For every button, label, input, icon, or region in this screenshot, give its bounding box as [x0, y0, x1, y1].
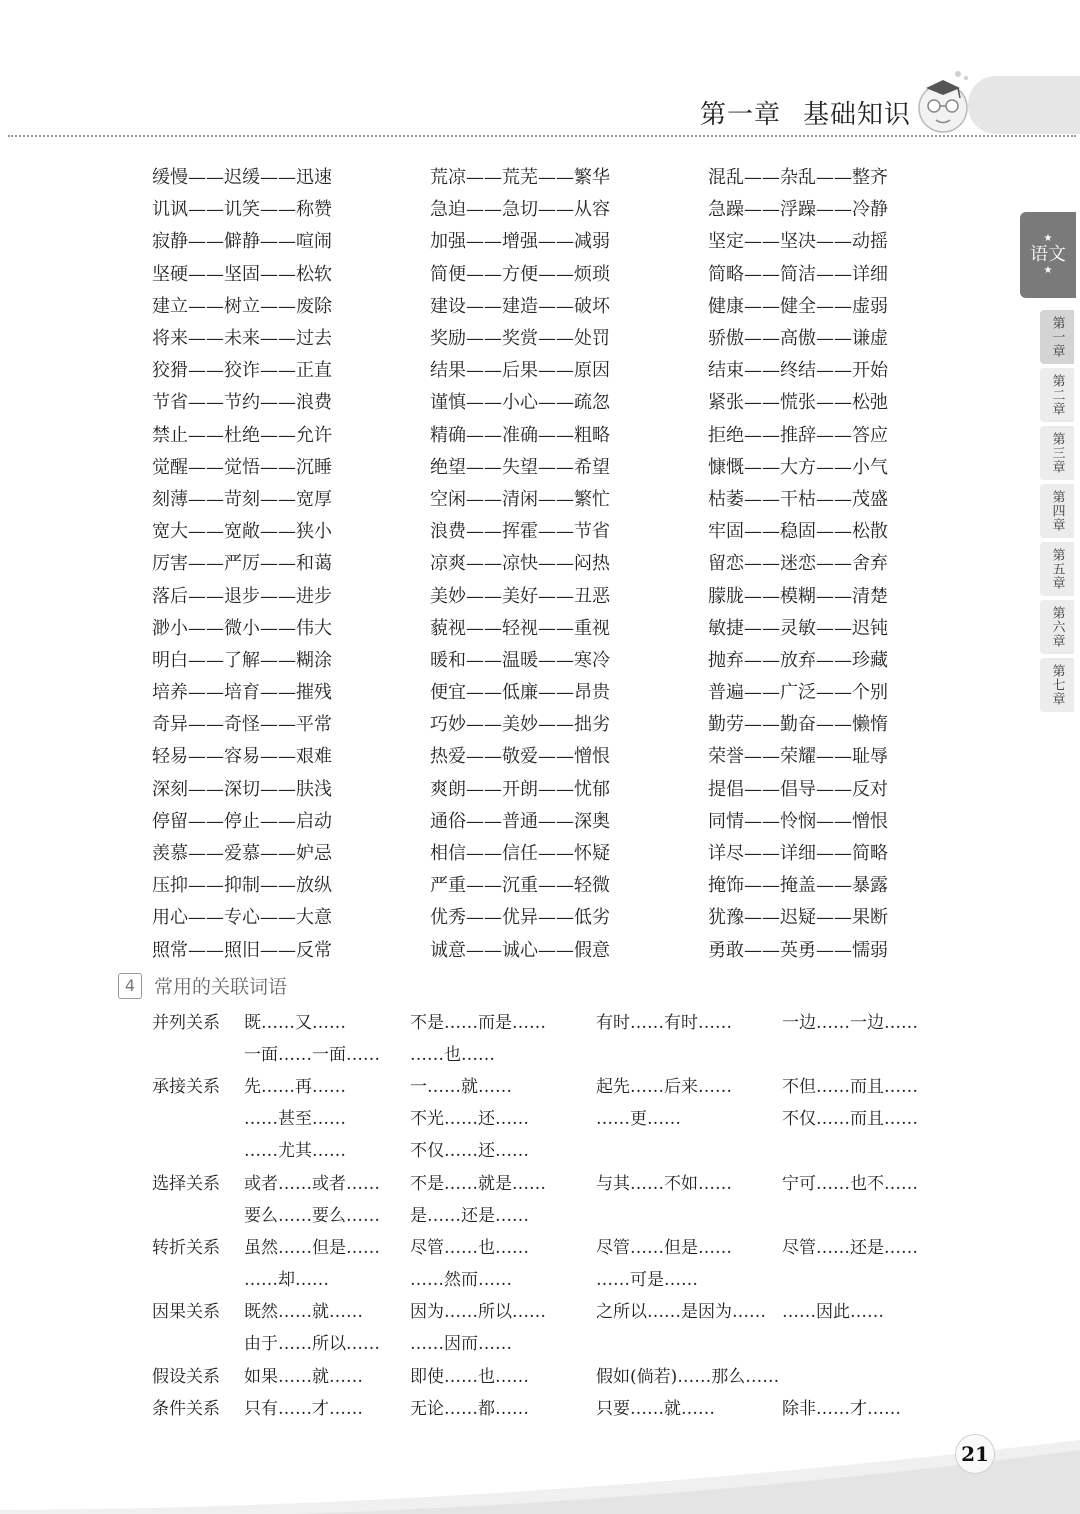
conjunction-row: [152, 1390, 952, 1422]
antonym-group: 空闲——清闲——繁忙: [430, 488, 610, 510]
conjunction-pair: ……甚至……: [244, 1109, 346, 1130]
antonym-group: 急躁——浮躁——冷静: [708, 199, 888, 221]
conjunction-pair: 只要……就……: [596, 1398, 715, 1419]
conjunction-row: [152, 1036, 952, 1068]
conjunction-row: [152, 1197, 952, 1229]
antonym-group: 浪费——挥霍——节省: [430, 521, 610, 543]
star-icon: ★: [1043, 233, 1053, 244]
antonym-group: 骄傲——高傲——谦虚: [708, 328, 888, 350]
chapter-tab-6[interactable]: 第六章: [1040, 600, 1074, 654]
conjunction-pair: 假如(倘若)……那么……: [596, 1366, 780, 1387]
conjunction-pair: ……因而……: [410, 1334, 512, 1355]
chapter-tabs: [1020, 212, 1080, 712]
relation-type-label: 转折关系: [152, 1237, 220, 1258]
conjunction-pair: 不光……还……: [410, 1109, 529, 1130]
chapter-tab-5[interactable]: 第五章: [1040, 542, 1074, 596]
antonym-row: [152, 385, 908, 417]
antonym-group: 紧张——慌张——松弛: [708, 392, 888, 414]
antonym-group: 明白——了解——糊涂: [152, 649, 332, 671]
chapter-tab-1[interactable]: 第一章: [1040, 310, 1074, 364]
conjunction-pair: 如果……就……: [244, 1366, 363, 1387]
conjunction-pair: 既然……就……: [244, 1302, 363, 1323]
chapter-tab-2[interactable]: 第二章: [1040, 368, 1074, 422]
antonym-group: 犹豫——迟疑——果断: [708, 907, 888, 929]
section-title: 常用的关联词语: [154, 976, 288, 998]
antonym-group: 提倡——倡导——反对: [708, 778, 888, 800]
conjunction-pair: 尽管……但是……: [596, 1237, 732, 1258]
antonym-group: 凉爽——凉快——闷热: [430, 553, 610, 575]
conjunction-pair: 起先……后来……: [596, 1076, 732, 1097]
antonym-group: 爽朗——开朗——忧郁: [430, 778, 610, 800]
page-number: 21: [955, 1434, 995, 1474]
antonym-group: 勤劳——勤奋——懒惰: [708, 714, 888, 736]
conjunction-pair: ……更……: [596, 1109, 681, 1130]
antonym-row: [152, 353, 908, 385]
antonym-group: 觉醒——觉悟——沉睡: [152, 456, 332, 478]
antonym-row: [152, 418, 908, 450]
antonym-group: 藐视——轻视——重视: [430, 617, 610, 639]
antonym-group: 简便——方便——烦琐: [430, 263, 610, 285]
conjunction-pair: 既……又……: [244, 1012, 346, 1033]
antonym-group: 结束——终结——开始: [708, 360, 888, 382]
antonym-group: 优秀——优异——低劣: [430, 907, 610, 929]
antonym-row: [152, 160, 908, 192]
conjunction-row: [152, 1133, 952, 1165]
antonym-group: 枯萎——干枯——茂盛: [708, 488, 888, 510]
conjunction-pair: 不是……而是……: [410, 1012, 546, 1033]
conjunction-pair: ……然而……: [410, 1270, 512, 1291]
antonym-group: 荣誉——荣耀——耻辱: [708, 746, 888, 768]
conjunction-pair: 或者……或者……: [244, 1173, 380, 1194]
conjunction-row: [152, 1326, 952, 1358]
subject-label: 语文: [1030, 244, 1066, 265]
conjunction-row: [152, 1165, 952, 1197]
antonym-group: 健康——健全——虚弱: [708, 295, 888, 317]
antonym-group: 节省——节约——浪费: [152, 392, 332, 414]
conjunction-pair: 尽管……还是……: [782, 1237, 918, 1258]
conjunction-pair: ……也……: [410, 1044, 495, 1065]
conjunction-row: [152, 1068, 952, 1100]
antonym-group: 宽大——宽敞——狭小: [152, 521, 332, 543]
antonym-group: 精确——准确——粗略: [430, 424, 610, 446]
antonym-group: 羡慕——爱慕——妒忌: [152, 843, 332, 865]
relation-type-label: 承接关系: [152, 1076, 220, 1097]
antonym-group: 简略——简洁——详细: [708, 263, 888, 285]
antonym-row: [152, 611, 908, 643]
conjunction-row: [152, 1229, 952, 1261]
antonym-row: [152, 643, 908, 675]
antonym-row: [152, 450, 908, 482]
antonym-group: 建设——建造——破坏: [430, 295, 610, 317]
antonym-row: [152, 546, 908, 578]
antonym-group: 严重——沉重——轻微: [430, 875, 610, 897]
antonym-group: 刻薄——苛刻——宽厚: [152, 488, 332, 510]
antonym-row: [152, 675, 908, 707]
conjunction-pair: 由于……所以……: [244, 1334, 380, 1355]
antonym-row: [152, 900, 908, 932]
conjunction-pair: 宁可……也不……: [782, 1173, 918, 1194]
star-icon: ★: [1043, 265, 1053, 276]
antonym-row: [152, 707, 908, 739]
relation-type-label: 因果关系: [152, 1302, 220, 1323]
antonym-group: 轻易——容易——艰难: [152, 746, 332, 768]
antonym-group: 暖和——温暖——寒冷: [430, 649, 610, 671]
antonym-group: 美妙——美好——丑恶: [430, 585, 610, 607]
conjunction-pair: 只有……才……: [244, 1398, 363, 1419]
conjunction-pair: 一面……一面……: [244, 1044, 380, 1065]
antonym-group: 禁止——杜绝——允许: [152, 424, 332, 446]
conjunction-pair: ……尤其……: [244, 1141, 346, 1162]
antonym-group: 急迫——急切——从容: [430, 199, 610, 221]
section-heading: [118, 972, 287, 999]
antonym-row: [152, 257, 908, 289]
relation-type-label: 选择关系: [152, 1173, 220, 1194]
antonym-group: 加强——增强——减弱: [430, 231, 610, 253]
header-decoration: [968, 76, 1080, 134]
antonym-row: [152, 224, 908, 256]
antonym-group: 坚定——坚决——动摇: [708, 231, 888, 253]
mascot-icon: [912, 68, 974, 138]
antonym-row: [152, 514, 908, 546]
chapter-tab-7[interactable]: 第七章: [1040, 658, 1074, 712]
antonym-row: [152, 804, 908, 836]
antonym-group: 荒凉——荒芜——繁华: [430, 167, 610, 189]
antonym-group: 巧妙——美妙——拙劣: [430, 714, 610, 736]
antonym-group: 混乱——杂乱——整齐: [708, 167, 888, 189]
conjunction-row: [152, 1294, 952, 1326]
antonym-group: 勇敢——英勇——懦弱: [708, 939, 888, 961]
conjunction-pair: ……却……: [244, 1270, 329, 1291]
conjunction-pair: ……因此……: [782, 1302, 884, 1323]
antonym-group: 坚硬——坚固——松软: [152, 263, 332, 285]
conjunction-pair: 先……再……: [244, 1076, 346, 1097]
antonym-group: 培养——培育——摧残: [152, 682, 332, 704]
antonym-group: 普遍——广泛——个别: [708, 682, 888, 704]
antonym-group: 寂静——僻静——喧闹: [152, 231, 332, 253]
chapter-tab-3[interactable]: 第三章: [1040, 426, 1074, 480]
antonym-group: 将来——未来——过去: [152, 328, 332, 350]
antonym-group: 深刻——深切——肤浅: [152, 778, 332, 800]
conjunction-row: [152, 1004, 952, 1036]
antonym-group: 落后——退步——进步: [152, 585, 332, 607]
relation-type-label: 条件关系: [152, 1398, 220, 1419]
antonym-group: 渺小——微小——伟大: [152, 617, 332, 639]
antonym-group: 讥讽——讥笑——称赞: [152, 199, 332, 221]
chapter-tab-4[interactable]: 第四章: [1040, 484, 1074, 538]
antonym-row: [152, 836, 908, 868]
antonym-row: [152, 739, 908, 771]
conjunction-row: [152, 1358, 952, 1390]
antonym-group: 牢固——稳固——松散: [708, 521, 888, 543]
conjunction-pair: 尽管……也……: [410, 1237, 529, 1258]
antonym-group: 结果——后果——原因: [430, 360, 610, 382]
antonym-row: [152, 578, 908, 610]
conjunction-pair: 之所以……是因为……: [596, 1302, 766, 1323]
conjunction-pair: 要么……要么……: [244, 1205, 380, 1226]
conjunction-pair: 一……就……: [410, 1076, 512, 1097]
chapter-title: 基础知识: [803, 100, 912, 130]
antonym-group: 奖励——奖赏——处罚: [430, 328, 610, 350]
chapter-header: [700, 94, 911, 131]
antonym-group: 拒绝——推辞——答应: [708, 424, 888, 446]
antonym-group: 奇异——奇怪——平常: [152, 714, 332, 736]
chapter-number: 第一章: [700, 100, 782, 130]
antonym-group: 厉害——严厉——和蔼: [152, 553, 332, 575]
conjunction-pair: 除非……才……: [782, 1398, 901, 1419]
antonym-group: 诚意——诚心——假意: [430, 939, 610, 961]
conjunction-pair: 有时……有时……: [596, 1012, 732, 1033]
antonym-group: 热爱——敬爱——憎恨: [430, 746, 610, 768]
conjunction-pair: 不仅……而且……: [782, 1109, 918, 1130]
antonym-group: 掩饰——掩盖——暴露: [708, 875, 888, 897]
footer-decoration: [0, 1440, 1080, 1514]
conjunction-table: [152, 1004, 952, 1422]
conjunction-pair: 不仅……还……: [410, 1141, 529, 1162]
conjunction-pair: ……可是……: [596, 1270, 698, 1291]
antonym-group: 便宜——低廉——昂贵: [430, 682, 610, 704]
antonym-group: 压抑——抑制——放纵: [152, 875, 332, 897]
antonym-group: 停留——停止——启动: [152, 810, 332, 832]
header-divider: [8, 135, 1076, 137]
antonym-group: 敏捷——灵敏——迟钝: [708, 617, 888, 639]
antonym-group: 同情——怜悯——憎恨: [708, 810, 888, 832]
antonym-group: 谨慎——小心——疏忽: [430, 392, 610, 414]
conjunction-pair: 因为……所以……: [410, 1302, 546, 1323]
relation-type-label: 假设关系: [152, 1366, 220, 1387]
section-number: 4: [118, 973, 142, 999]
relation-type-label: 并列关系: [152, 1012, 220, 1033]
antonym-row: [152, 289, 908, 321]
antonym-group: 慷慨——大方——小气: [708, 456, 888, 478]
conjunction-pair: 一边……一边……: [782, 1012, 918, 1033]
conjunction-row: [152, 1262, 952, 1294]
antonym-group: 用心——专心——大意: [152, 907, 332, 929]
antonym-row: [152, 772, 908, 804]
conjunction-pair: 虽然……但是……: [244, 1237, 380, 1258]
conjunction-row: [152, 1101, 952, 1133]
conjunction-pair: 无论……都……: [410, 1398, 529, 1419]
conjunction-pair: 是……还是……: [410, 1205, 529, 1226]
antonym-list: [152, 160, 908, 965]
subject-tab[interactable]: [1020, 212, 1076, 298]
antonym-row: [152, 482, 908, 514]
antonym-group: 留恋——迷恋——舍弃: [708, 553, 888, 575]
antonym-group: 狡猾——狡诈——正直: [152, 360, 332, 382]
antonym-group: 建立——树立——废除: [152, 295, 332, 317]
conjunction-pair: 即使……也……: [410, 1366, 529, 1387]
antonym-group: 抛弃——放弃——珍藏: [708, 649, 888, 671]
conjunction-pair: 不是……就是……: [410, 1173, 546, 1194]
antonym-row: [152, 933, 908, 965]
antonym-group: 相信——信任——怀疑: [430, 843, 610, 865]
antonym-row: [152, 868, 908, 900]
conjunction-pair: 与其……不如……: [596, 1173, 732, 1194]
antonym-group: 朦胧——模糊——清楚: [708, 585, 888, 607]
antonym-row: [152, 321, 908, 353]
antonym-group: 通俗——普通——深奥: [430, 810, 610, 832]
conjunction-pair: 不但……而且……: [782, 1076, 918, 1097]
antonym-group: 绝望——失望——希望: [430, 456, 610, 478]
antonym-row: [152, 192, 908, 224]
antonym-group: 照常——照旧——反常: [152, 939, 332, 961]
antonym-group: 缓慢——迟缓——迅速: [152, 167, 332, 189]
antonym-group: 详尽——详细——简略: [708, 843, 888, 865]
